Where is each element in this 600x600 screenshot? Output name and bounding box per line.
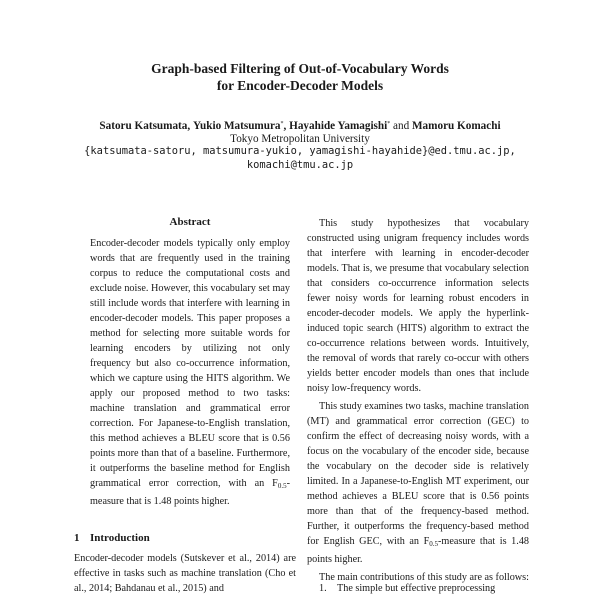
- abstract-text: [90, 236, 290, 509]
- title-line-1: Graph-based Filtering of Out-of-Vocabulary Words: [151, 61, 449, 76]
- right-column: [307, 216, 529, 585]
- author-3: Hayahide Yamagishi: [289, 120, 388, 132]
- paragraph-f-subscript: 0.5: [429, 540, 439, 548]
- section-heading-introduction: [74, 532, 294, 544]
- paragraph-contributions: The main contributions of this study are as follows:: [319, 572, 529, 583]
- abstract-text-end: -measure that is 1.48 points higher.: [90, 478, 290, 507]
- paragraph-hypothesis: This study hypothesizes that vocabulary constructed using unigram frequency includes words that interfere with learning in encoder-decoder models. That is, we presume that vocabulary selection that considers co-occurrence information selects fewer noisy words for learning robust encoders in encoder-decoder models. We apply the hyperlink-induced topic search (HITS) algorithm to extract the co-occurrence relations between words. Intuitively, the removal of words that rarely co-occur with others yields better encoder models than ones that include noisy low-frequency words.: [307, 218, 529, 394]
- author-4: Mamoru Komachi: [412, 120, 501, 132]
- introduction-text: Encoder-decoder models (Sutskever et al., 2014) are effective in tasks such as machine translation (Cho et al., 2014; Bahdanau et al., 2015) and: [74, 553, 296, 594]
- paragraph-tasks-main: This study examines two tasks, machine translation (MT) and grammatical error correction (GEC) to confirm the effect of decreasing noisy words, with a focus on the vocabulary of the encoder side, because the vocabulary on the decoder side is relatively limited. In a Japanese-to-English MT experiment, our method achieves a BLEU score that is 0.56 points more than that of the frequency-based method. Further, it outperforms the frequency-based method for English GEC, with an F: [307, 401, 529, 547]
- contribution-text: The simple but effective preprocessing: [337, 583, 496, 594]
- paper-title: [0, 60, 600, 94]
- title-line-2: for Encoder-Decoder Models: [216, 78, 384, 93]
- email-block: [0, 145, 600, 172]
- affiliation: Tokyo Metropolitan University: [230, 133, 370, 145]
- section-number: 1: [74, 532, 80, 544]
- author-list: [0, 117, 600, 133]
- author-2-separator: ,: [283, 120, 287, 132]
- abstract-f-subscript: 0.5: [277, 482, 287, 490]
- paragraph-tasks: [307, 399, 529, 567]
- author-2-mark: *: [280, 121, 284, 127]
- section-title: Introduction: [90, 532, 150, 544]
- author-2: Yukio Matsumura: [192, 120, 281, 132]
- author-3-mark: *: [387, 121, 391, 127]
- contribution-marker: 1.: [319, 583, 327, 594]
- email-line-1: {katsumata-satoru, matsumura-yukio, yamagishi-hayahide}@ed.tmu.ac.jp,: [84, 145, 516, 157]
- abstract-text-main: Encoder-decoder models typically only employ words that are frequently used in the training corpus to reduce the computational costs and exclude noise. However, this vocabulary set may still include words that interfere with learning in encoder-decoder models. This paper proposes a method for selecting more suitable words for learning encoders by utilizing not only frequency but also co-occurrence information, which we capture using the HITS algorithm. We apply our proposed method to two tasks: machine translation and grammatical error correction. For Japanese-to-English translation, this method achieves a BLEU score that is 0.56 points more than that of a baseline. Furthermore, it outperforms the baseline method for English grammatical error correction, with an F: [90, 238, 290, 489]
- email-line-2: komachi@tmu.ac.jp: [246, 158, 354, 171]
- paragraph-tasks-end: -measure that is 1.48 points higher.: [307, 536, 530, 565]
- author-and: and: [393, 120, 410, 132]
- contribution-item-1: [307, 581, 529, 596]
- author-1: Satoru Katsumata,: [99, 120, 191, 132]
- abstract-heading: Abstract: [169, 216, 211, 228]
